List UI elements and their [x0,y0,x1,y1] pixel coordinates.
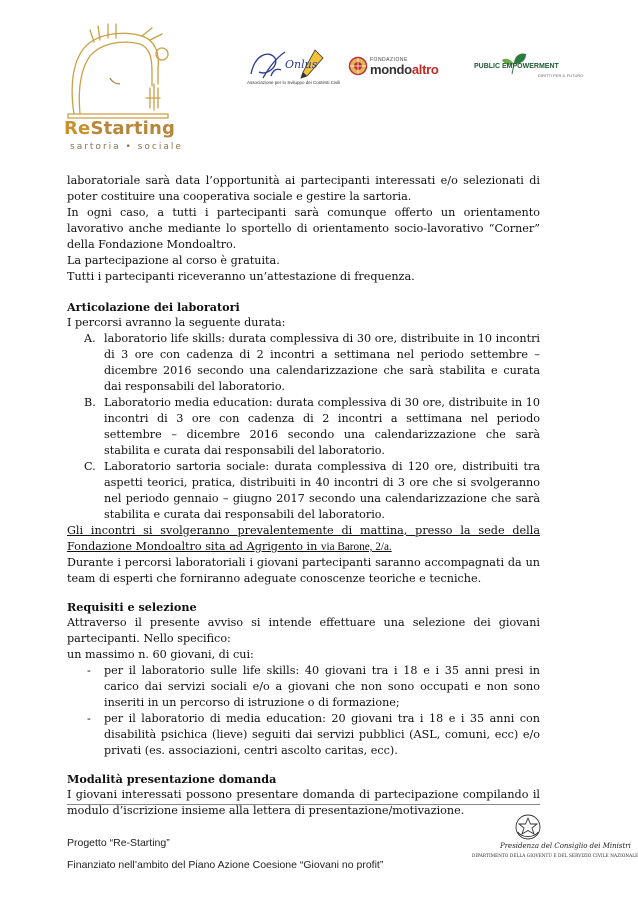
section-heading-domanda: Modalità presentazione domanda [67,772,277,786]
list-item [67,711,540,759]
public-empowerment-name: PUBLIC EMPOWERMENT [474,63,559,70]
section-intro: Attraverso il presente avviso si intende effettuare una selezione dei giovani partecipanti. Nello specifico: [67,616,540,645]
location-paragraph [67,523,540,555]
footer-divider [67,804,540,805]
section-text: I giovani interessati possono presentare domanda di partecipazione compilando il modulo d’iscrizione insieme alla lettera di presentazione/motivazione. [67,788,540,817]
intro-paragraph: Tutti i partecipanti riceveranno un’attestazione di frequenza. [67,270,415,283]
list-marker: C. [84,460,96,473]
presidenza-label: Presidenza del Consiglio dei Ministri [500,842,631,850]
footer-project: Progetto “Re-Starting” [67,837,170,849]
section-intro: I percorsi avranno la seguente durata: [67,316,286,329]
logo-tagline: sartoria • sociale [70,142,183,152]
location-address: via Barone, 2/a. [320,541,392,553]
dipartimento-label: DIPARTIMENTO DELLA GIOVENTÙ E DEL SERVIZIO CIVILE NAZIONALE [472,853,638,858]
section-intro: un massimo n. 60 giovani, di cui: [67,648,254,661]
section-heading-requisiti: Requisiti e selezione [67,600,197,614]
requirements-list [67,663,540,759]
page-footer [67,832,383,876]
intro-paragraph: laboratoriale sarà data l’opportunità ai partecipanti interessati e/o selezionati di poter costituire una cooperativa sociale e gestire la sartoria. [67,174,540,203]
labs-list [67,331,540,523]
list-marker: A. [84,332,96,345]
list-item [67,663,540,711]
intro-paragraph: In ogni caso, a tutti i partecipanti sarà comunque offerto un orientamento lavorativo anche mediante lo sportello di orientamento socio-lavorativo “Corner” della Fondazione Mondoaltro. [67,206,540,251]
list-item-text: per il laboratorio di media education: 20 giovani tra i 18 e i 35 anni con disabilità psichica (lieve) seguiti dai servizi pubblici (ASL, comuni, ecc) e/o privati (es. associazioni, centri ascolto caritas, ecc). [104,712,540,757]
globe-icon [348,56,368,76]
list-marker: - [87,664,91,677]
list-item-text: per il laboratorio sulle life skills: 40 giovani tra i 18 e i 35 anni presi in carico dai servizi sociali e/o a giovani che non sono occupati e non sono inseriti in un percorso di istruzione o di formazione; [104,664,540,709]
list-item-text: laboratorio life skills: durata complessiva di 30 ore, distribuite in 10 incontri di 3 ore con cadenza di 2 incontri a settimana nel periodo settembre – dicembre 2016 secondo una calendarizzazione che sarà stabilita e curata dai responsabili del laboratorio. [104,332,540,393]
section-heading-laboratori: Articolazione dei laboratori [67,300,240,314]
page-header [0,0,638,165]
list-marker: - [87,712,91,725]
section-outro: Durante i percorsi laboratoriali i giovani partecipanti saranno accompagnati da un team di esperti che forniranno adeguate conoscenze teoriche e tecniche. [67,556,540,585]
mondoaltro-name: mondoaltro [370,62,439,77]
mondoaltro-fondazione: FONDAZIONE [370,57,408,63]
list-item [67,395,540,459]
list-item [67,331,540,395]
list-item-text: Laboratorio media education: durata complessiva di 30 ore, distribuite in 10 incontri di 3 ore con cadenza di 2 incontri a settimana nel periodo settembre – dicembre 2016 secondo una calendarizzazione che sarà stabilita e curata dai responsabili del laboratorio. [104,396,540,457]
document-body [67,173,540,819]
public-empowerment-sub: DIRITTI PER IL FUTURO [538,73,584,78]
list-item-text: Laboratorio sartoria sociale: durata complessiva di 120 ore, distribuiti tra aspetti teorici, pratica, distribuiti in 40 incontri di 3 ore che si svolgeranno nel periodo gennaio – giugno 2017 secondo una calendarizzazione che sarà stabilita e curata dai responsabili del laboratorio. [104,460,540,521]
list-item [67,459,540,523]
list-marker: B. [84,396,96,409]
onlus-caption: Associazione per lo Sviluppo dei Contesti Civili [247,80,341,85]
restarting-wordmark: ReStarting [64,118,176,139]
intro-paragraph: La partecipazione al corso è gratuita. [67,254,280,267]
italian-emblem-icon [513,812,543,842]
footer-funding: Finanziato nell’ambito del Piano Azione Coesione “Giovani no profit” [67,859,384,871]
onlus-script: Onlus [285,58,318,71]
location-text: Gli incontri si svolgeranno prevalentemente di mattina, presso la sede della Fondazione Mondoaltro sita ad Agrigento in [67,524,540,553]
